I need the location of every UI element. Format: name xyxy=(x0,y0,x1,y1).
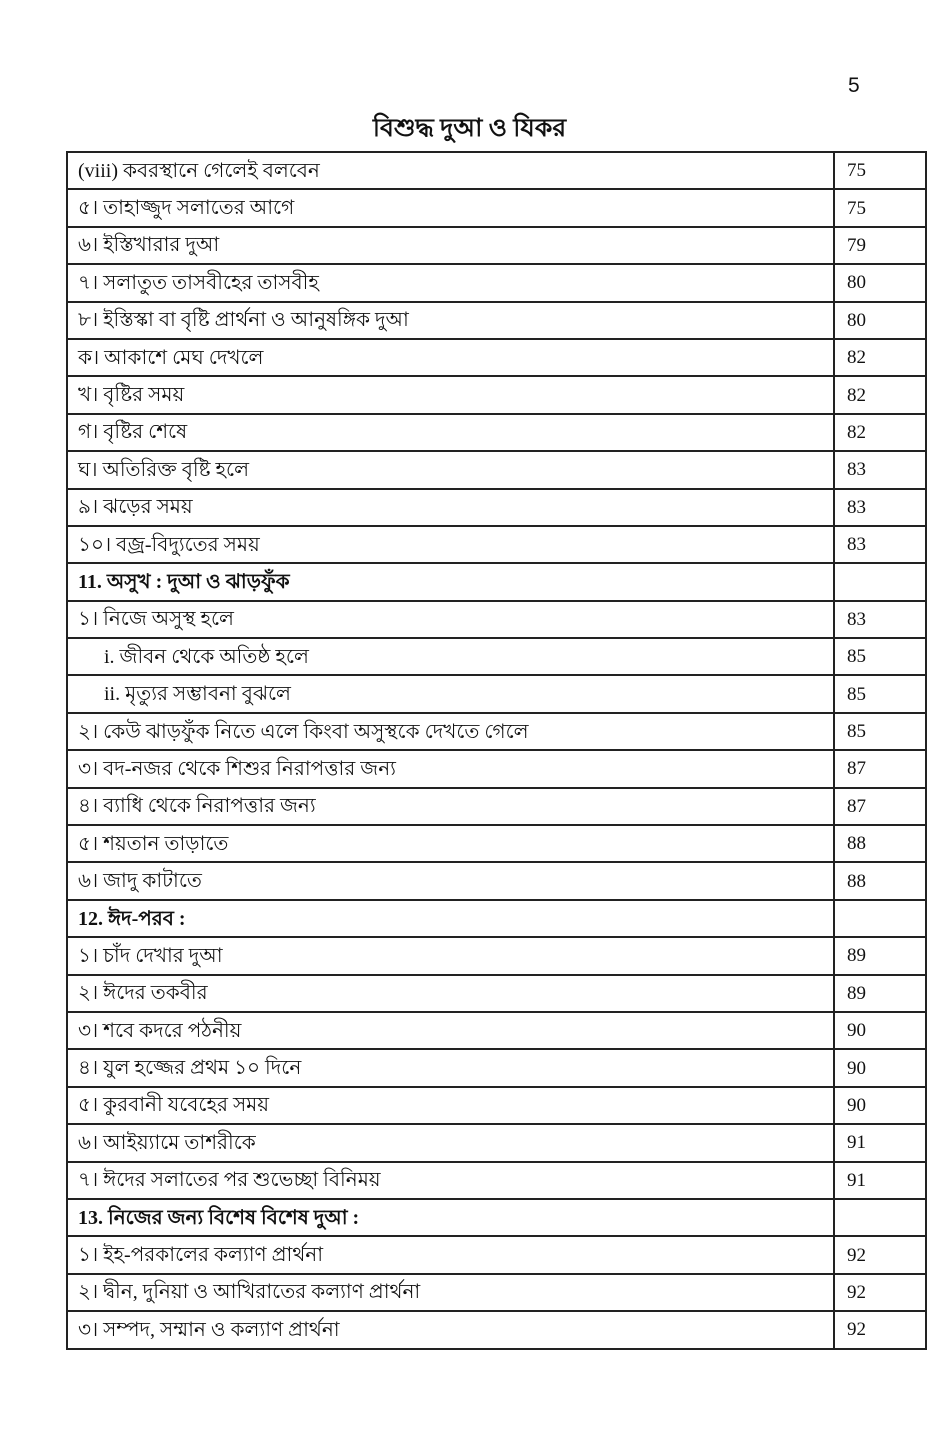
toc-row xyxy=(67,788,926,825)
toc-entry-title: 11. অসুখ : দুআ ও ঝাড়ফুঁক xyxy=(67,563,834,600)
toc-entry-title: খ। বৃষ্টির সময় xyxy=(67,376,834,413)
toc-row xyxy=(67,638,926,675)
toc-entry-title: ৬। আইয়্যামে তাশরীকে xyxy=(67,1124,834,1161)
toc-entry-title: ৩। বদ-নজর থেকে শিশুর নিরাপত্তার জন্য xyxy=(67,750,834,787)
toc-entry-page xyxy=(834,563,926,600)
toc-entry-page: 82 xyxy=(834,339,926,376)
toc-entry-title: 12. ঈদ-পরব : xyxy=(67,900,834,937)
toc-entry-title: ৩। সম্পদ, সম্মান ও কল্যাণ প্রার্থনা xyxy=(67,1311,834,1348)
toc-entry-title: i. জীবন থেকে অতিষ্ঠ হলে xyxy=(67,638,834,675)
toc-entry-page: 90 xyxy=(834,1012,926,1049)
toc-row xyxy=(67,189,926,226)
toc-entry-page: 92 xyxy=(834,1236,926,1273)
toc-entry-page: 91 xyxy=(834,1162,926,1199)
toc-row xyxy=(67,1012,926,1049)
toc-row xyxy=(67,152,926,189)
toc-entry-page: 83 xyxy=(834,601,926,638)
toc-row xyxy=(67,937,926,974)
toc-entry-page: 90 xyxy=(834,1049,926,1086)
toc-row xyxy=(67,1124,926,1161)
toc-row xyxy=(67,414,926,451)
toc-row xyxy=(67,1311,926,1348)
toc-row xyxy=(67,862,926,899)
toc-row xyxy=(67,601,926,638)
toc-entry-page: 89 xyxy=(834,975,926,1012)
toc-entry-page: 85 xyxy=(834,713,926,750)
toc-row xyxy=(67,1087,926,1124)
toc-entry-title: ২। দ্বীন, দুনিয়া ও আখিরাতের কল্যাণ প্রার্থনা xyxy=(67,1274,834,1311)
toc-entry-page: 92 xyxy=(834,1311,926,1348)
toc-entry-page: 83 xyxy=(834,451,926,488)
toc-entry-page: 87 xyxy=(834,750,926,787)
toc-row xyxy=(67,750,926,787)
toc-entry-title: ১। নিজে অসুস্থ হলে xyxy=(67,601,834,638)
toc-entry-title: ৮। ইস্তিস্কা বা বৃষ্টি প্রার্থনা ও আনুষঙ্গিক দুআ xyxy=(67,302,834,339)
toc-entry-page: 82 xyxy=(834,376,926,413)
toc-entry-title: ৫। তাহাজ্জুদ সলাতের আগে xyxy=(67,189,834,226)
toc-entry-title: ৬। ইস্তিখারার দুআ xyxy=(67,227,834,264)
toc-entry-page: 89 xyxy=(834,937,926,974)
toc-entry-page: 85 xyxy=(834,675,926,712)
toc-entry-page: 91 xyxy=(834,1124,926,1161)
toc-row xyxy=(67,975,926,1012)
toc-section-heading xyxy=(67,900,926,937)
toc-row xyxy=(67,302,926,339)
toc-entry-title: ৭। সলাতুত তাসবীহের তাসবীহ xyxy=(67,264,834,301)
toc-entry-page: 80 xyxy=(834,302,926,339)
toc-entry-title: ৪। যুল হজ্জের প্রথম ১০ দিনে xyxy=(67,1049,834,1086)
toc-entry-page: 85 xyxy=(834,638,926,675)
toc-entry-title: ১। ইহ-পরকালের কল্যাণ প্রার্থনা xyxy=(67,1236,834,1273)
toc-entry-title: (viii) কবরস্থানে গেলেই বলবেন xyxy=(67,152,834,189)
toc-row xyxy=(67,451,926,488)
toc-row xyxy=(67,1049,926,1086)
page-number: 5 xyxy=(848,74,860,97)
toc-entry-title: গ। বৃষ্টির শেষে xyxy=(67,414,834,451)
toc-section-heading xyxy=(67,563,926,600)
toc-entry-page: 90 xyxy=(834,1087,926,1124)
toc-section-heading xyxy=(67,1199,926,1236)
toc-entry-page xyxy=(834,900,926,937)
toc-entry-title: ঘ। অতিরিক্ত বৃষ্টি হলে xyxy=(67,451,834,488)
toc-entry-title: ৪। ব্যাধি থেকে নিরাপত্তার জন্য xyxy=(67,788,834,825)
toc-row xyxy=(67,264,926,301)
toc-entry-page: 75 xyxy=(834,152,926,189)
toc-row xyxy=(67,1274,926,1311)
toc-entry-title: 13. নিজের জন্য বিশেষ বিশেষ দুআ : xyxy=(67,1199,834,1236)
table-of-contents xyxy=(66,151,927,1350)
toc-row xyxy=(67,339,926,376)
toc-entry-title: ১। চাঁদ দেখার দুআ xyxy=(67,937,834,974)
page-title: বিশুদ্ধ দুআ ও যিকর xyxy=(372,115,567,142)
toc-entry-page: 88 xyxy=(834,825,926,862)
toc-row xyxy=(67,489,926,526)
toc-entry-page: 83 xyxy=(834,526,926,563)
toc-entry-title: ৩। শবে কদরে পঠনীয় xyxy=(67,1012,834,1049)
toc-entry-title: ii. মৃত্যুর সম্ভাবনা বুঝলে xyxy=(67,675,834,712)
toc-entry-page: 79 xyxy=(834,227,926,264)
toc-entry-title: ২। কেউ ঝাড়ফুঁক নিতে এলে কিংবা অসুস্থকে দেখতে গেলে xyxy=(67,713,834,750)
toc-entry-page: 75 xyxy=(834,189,926,226)
toc-entry-title: ৬। জাদু কাটাতে xyxy=(67,862,834,899)
toc-entry-page: 92 xyxy=(834,1274,926,1311)
toc-entry-title: ২। ঈদের তকবীর xyxy=(67,975,834,1012)
toc-entry-page: 82 xyxy=(834,414,926,451)
toc-entry-page xyxy=(834,1199,926,1236)
toc-entry-title: ৫। কুরবানী যবেহের সময় xyxy=(67,1087,834,1124)
toc-entry-page: 87 xyxy=(834,788,926,825)
toc-entry-page: 88 xyxy=(834,862,926,899)
toc-entry-title: ৭। ঈদের সলাতের পর শুভেচ্ছা বিনিময় xyxy=(67,1162,834,1199)
toc-entry-title: ১০। বজ্র-বিদ্যুতের সময় xyxy=(67,526,834,563)
toc-row xyxy=(67,713,926,750)
toc-row xyxy=(67,675,926,712)
toc-entry-title: ক। আকাশে মেঘ দেখলে xyxy=(67,339,834,376)
toc-row xyxy=(67,526,926,563)
toc-entry-page: 83 xyxy=(834,489,926,526)
toc-entry-title: ৫। শয়তান তাড়াতে xyxy=(67,825,834,862)
toc-row xyxy=(67,227,926,264)
toc-row xyxy=(67,376,926,413)
toc-row xyxy=(67,825,926,862)
toc-row xyxy=(67,1236,926,1273)
toc-entry-title: ৯। ঝড়ের সময় xyxy=(67,489,834,526)
toc-entry-page: 80 xyxy=(834,264,926,301)
toc-row xyxy=(67,1162,926,1199)
